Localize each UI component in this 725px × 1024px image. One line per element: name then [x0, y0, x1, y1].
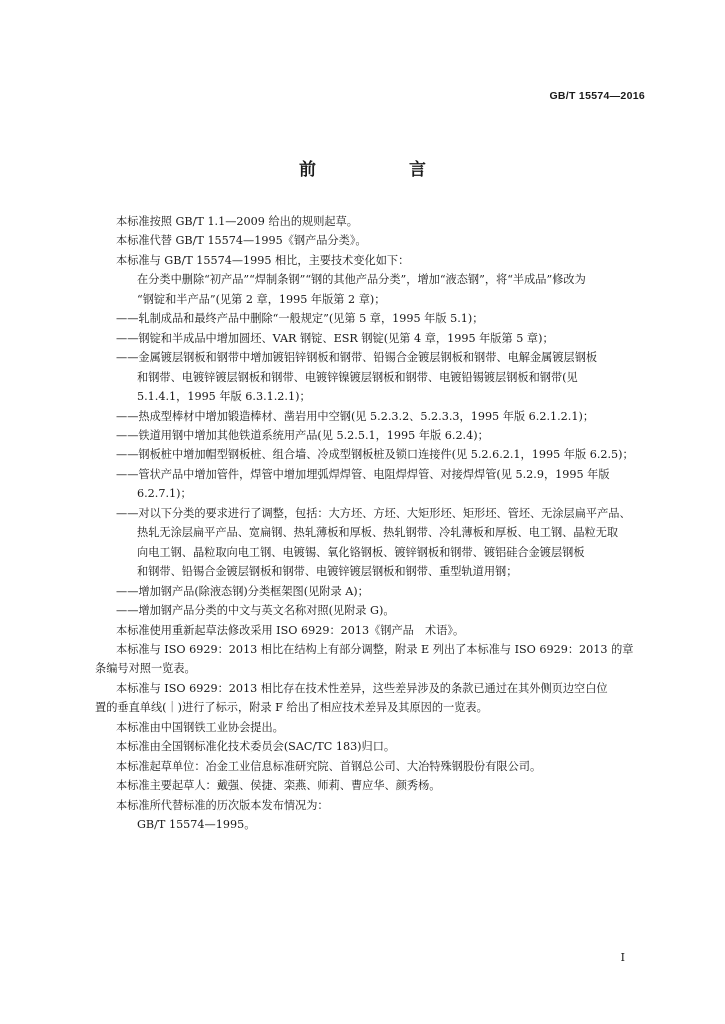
- paragraph-continuation: 置的垂直单线(｜)进行了标示，附录 F 给出了相应技术差异及其原因的一览表。: [95, 701, 488, 715]
- list-item: ——金属镀层钢板和钢带中增加镀铝锌钢板和钢带、铅锡合金镀层钢板和钢带、电解金属镀层钢板: [116, 351, 598, 365]
- standard-code: GB/T 15574—2016: [549, 90, 645, 102]
- list-item: ——增加钢产品分类的中文与英文名称对照(见附录 G)。: [116, 604, 395, 618]
- paragraph: “钢锭和半产品”(见第 2 章，1995 年版第 2 章)；: [137, 292, 386, 306]
- list-item: ——增加钢产品(除液态钢)分类框架图(见附录 A)；: [116, 584, 369, 598]
- list-item: ——热成型棒材中增加锻造棒材、凿岩用中空钢(见 5.2.3.2、5.2.3.3，1995 年版 6.2.1.2.1)；: [116, 409, 595, 423]
- page-number: I: [620, 951, 625, 964]
- paragraph: 本标准所代替标准的历次版本发布情况为：: [116, 798, 329, 812]
- list-item-continuation: 和钢带、电镀锌镀层钢板和钢带、电镀锌镍镀层钢板和钢带、电镀铅锡镀层钢板和钢带(见: [137, 370, 578, 384]
- paragraph: GB/T 15574—1995。: [137, 818, 256, 832]
- document-body: [95, 212, 646, 835]
- list-item-continuation: 6.2.7.1)；: [137, 487, 192, 501]
- list-item: ——对以下分类的要求进行了调整，包括：大方坯、方坯、大矩形坯、矩形坯、管坯、无涂层扁平产品、: [116, 506, 631, 520]
- paragraph: 本标准与 ISO 6929：2013 相比存在技术性差异，这些差异涉及的条款已通过在其外侧页边空白位: [116, 681, 608, 695]
- list-item-continuation: 和钢带、铅锡合金镀层钢板和钢带、电镀锌镀层钢板和钢带、重型轨道用钢；: [137, 565, 518, 579]
- paragraph: 本标准使用重新起草法修改采用 ISO 6929：2013《钢产品 术语》。: [116, 623, 465, 637]
- paragraph: 本标准代替 GB/T 15574—1995《钢产品分类》。: [116, 234, 367, 248]
- page-title: 前 言: [299, 160, 464, 180]
- paragraph: 本标准按照 GB/T 1.1—2009 给出的规则起草。: [116, 215, 358, 228]
- list-item-continuation: 向电工钢、晶粒取向电工钢、电镀锡、氧化铬钢板、镀锌钢板和钢带、镀铝硅合金镀层钢板: [137, 545, 585, 559]
- list-item: ——钢锭和半成品中增加圆坯、VAR 钢锭、ESR 钢锭(见第 4 章，1995 年版第 5 章)；: [116, 331, 554, 345]
- list-item: ——钢板桩中增加帽型钢板桩、组合墙、冷成型钢板桩及锁口连接件(见 5.2.6.2.1，1995 年版 6.2.5)；: [116, 448, 634, 462]
- paragraph: 本标准起草单位：冶金工业信息标准研究院、首钢总公司、大冶特殊钢股份有限公司。: [116, 759, 542, 773]
- paragraph: 在分类中删除“初产品”“焊制条钢”“钢的其他产品分类”，增加“液态钢”，将“半成品”修改为: [137, 273, 586, 287]
- list-item: ——铁道用钢中增加其他铁道系统用产品(见 5.2.5.1，1995 年版 6.2.4)；: [116, 428, 489, 442]
- paragraph: 本标准由中国钢铁工业协会提出。: [116, 720, 284, 734]
- paragraph: 本标准与 ISO 6929：2013 相比在结构上有部分调整，附录 E 列出了本标准与 ISO 6929：2013 的章: [116, 642, 634, 656]
- paragraph-continuation: 条编号对照一览表。: [95, 662, 196, 676]
- list-item-continuation: 热轧无涂层扁平产品、宽扁钢、热轧薄板和厚板、热轧钢带、冷轧薄板和厚板、电工钢、晶粒无取: [137, 526, 619, 540]
- paragraph: 本标准与 GB/T 15574—1995 相比，主要技术变化如下：: [116, 253, 410, 267]
- list-item-continuation: 5.1.4.1，1995 年版 6.3.1.2.1)；: [137, 390, 311, 404]
- paragraph: 本标准主要起草人：戴强、侯捷、栾燕、师莉、曹应华、颜秀杨。: [116, 779, 441, 793]
- list-item: ——轧制成品和最终产品中删除“一般规定”(见第 5 章，1995 年版 5.1)；: [116, 312, 484, 326]
- list-item: ——管状产品中增加管件，焊管中增加埋弧焊焊管、电阻焊焊管、对接焊焊管(见 5.2.9，1995 年版: [116, 467, 610, 481]
- paragraph: 本标准由全国钢标准化技术委员会(SAC/TC 183)归口。: [116, 740, 396, 754]
